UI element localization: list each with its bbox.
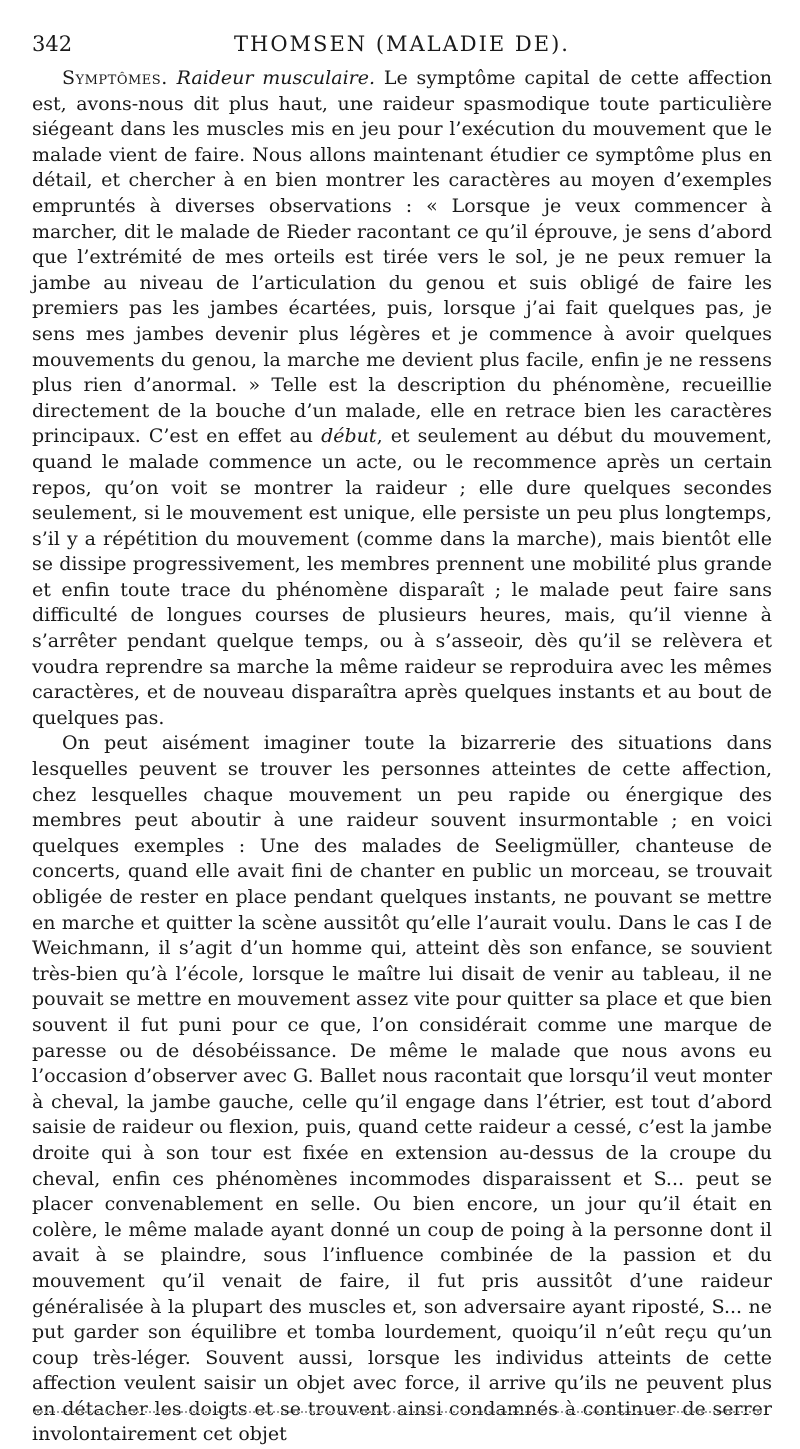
section-subtitle: Raideur musculaire. (176, 67, 376, 89)
page-header (32, 28, 772, 60)
body-text (32, 66, 772, 1448)
section-label: Symptômes. (62, 67, 168, 89)
book-page (32, 28, 772, 1448)
paragraph-text: Le symptôme capital de cette affection est, avons-nous dit plus haut, une raideur spasmodique toute particulière siégeant dans les muscles mis en jeu pour l’exécution du mouvement que le malade vient de faire. Nous allons maintenant étudier ce symptôme plus en détail, et chercher à en bien montrer les caractères au moyen d’exemples empruntés à diverses observations : « Lorsque je veux commencer à marcher, dit le malade de Rieder racontant ce qu’il éprouve, je sens d’abord que l’extrémité de mes orteils est tirée vers le sol, je ne peux remuer la jambe au niveau de l’articulation du genou et suis obligé de faire les premiers pas les jambes écartées, puis, lorsque j’ai fait quelques pas, je sens mes jambes devenir plus légères et je commence à avoir quelques mouvements du genou, la marche me devient plus facile, enfin je ne ressens plus rien d’anormal. » Telle est la description du phénomène, recueillie directement de la bouche d’un malade, elle en retrace bien les caractères principaux. C’est en effet au (32, 67, 773, 448)
footer-dotted-rule (34, 1411, 762, 1413)
paragraph-symptoms (32, 66, 772, 731)
page-number: 342 (32, 32, 73, 56)
label-spacer (168, 67, 177, 89)
paragraph-examples: On peut aisément imaginer toute la bizarrerie des situations dans lesquelles peuvent se trouver les personnes atteintes de cette affection, chez lesquelles chaque mouvement un peu rapide ou énergique des membres peut aboutir à une raideur souvent insurmontable ; en voici quelques exemples : Une des malades de Seeligmüller, chanteuse de concerts, quand elle avait fini de chanter en public un morceau, se trouvait obligée de rester en place pendant quelques instants, ne pouvant se mettre en marche et quitter la scène aussitôt qu’elle l’aurait voulu. Dans le cas I de Weichmann, il s’agit d’un homme qui, atteint dès son enfance, se souvient très-bien qu’à l’école, lorsque le maître lui disait de venir au tableau, il ne pouvait se mettre en mouvement assez vite pour quitter sa place et que bien souvent il fut puni pour ce que, l’on considérait comme une marque de paresse ou de désobéissance. De même le malade que nous avons eu l’occasion d’observer avec G. Ballet nous racontait que lorsqu’il veut monter à cheval, la jambe gauche, celle qu’il engage dans l’étrier, est tout d’abord saisie de raideur ou flexion, puis, quand cette raideur a cessé, c’est la jambe droite qui à son tour est fixée en extension au-dessus de la croupe du cheval, enfin ces phénomènes incommodes disparaissent et S... peut se placer convenablement en selle. Ou bien encore, un jour qu’il était en colère, le même malade ayant donné un coup de poing à la personne dont il avait à se plaindre, sous l’influence combinée de la passion et du mouvement qu’il venait de faire, il fut pris aussitôt d’une raideur généralisée à la plupart des muscles et, son adversaire ayant riposté, S... ne put garder son équilibre et tomba lourdement, quoiqu’il n’eût reçu qu’un coup très-léger. Souvent aussi, lorsque les individus atteints de cette affection veulent saisir un objet avec force, il arrive qu’ils ne peuvent plus en détacher les doigts et se trouvent ainsi condamnés à continuer de serrer involontairement cet objet (32, 732, 772, 1446)
running-head: THOMSEN (MALADIE DE). (234, 32, 570, 56)
paragraph-text-continued: , et seulement au début du mouvement, quand le malade commence un acte, ou le recommence après un certain repos, qu’on voit se montrer la raideur ; elle dure quelques secondes seulement, si le mouvement est unique, elle persiste un peu plus longtemps, s’il y a répétition du mouvement (comme dans la marche), mais bientôt elle se dissipe progressivement, les membres prennent une mobilité plus grande et enfin toute trace du phénomène disparaît ; le malade peut faire sans difficulté de longues courses de plusieurs heures, mais, qu’il vienne à s’arrêter pendant quelque temps, ou à s’asseoir, dès qu’il se relèvera et voudra reprendre sa marche la même raideur se reproduira avec les mêmes caractères, et de nouveau disparaîtra après quelques instants et au bout de quelques pas. (32, 425, 772, 729)
emphasis-debut: début (321, 425, 377, 448)
